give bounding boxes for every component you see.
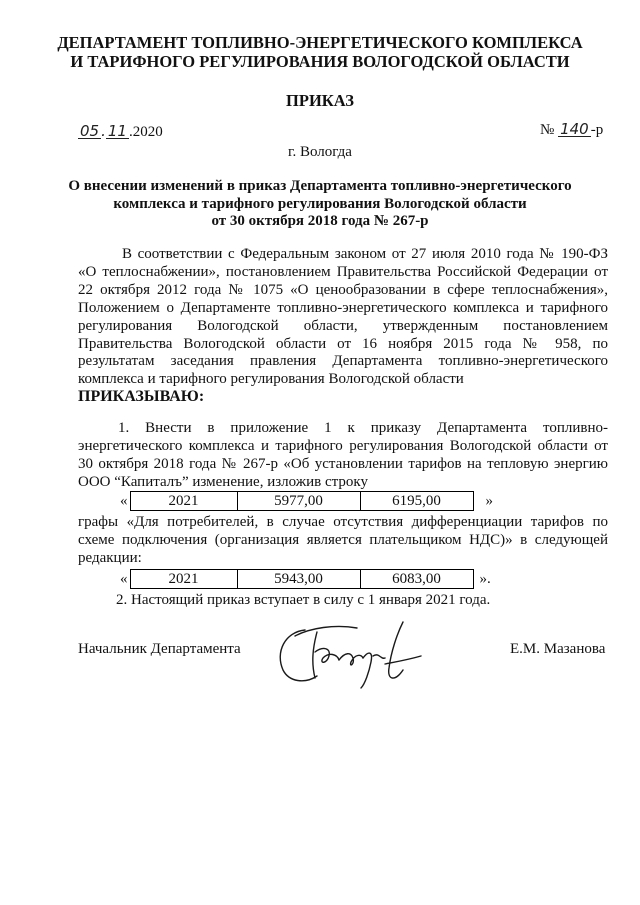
signatory-name: Е.М. Мазанова [510,641,606,657]
preamble-line-6: Правительства Вологодской области от 16 ноября 2015 года № 958, по [78,336,608,352]
number-suffix: -р [590,122,604,138]
old-row-table [130,491,474,511]
graph-line-1: графы «Для потребителей, в случае отсутствия дифференциации тарифов по [78,514,608,530]
signatory-position: Начальник Департамента [78,641,241,657]
old-row-cell-year: 2021 [130,492,237,511]
new-row-close-quote: ». [479,570,491,587]
new-row-cell-value-2: 6083,00 [360,570,473,589]
subject-line-2: комплекса и тарифного регулирования Вологодской области [113,195,527,212]
doc-number [540,122,603,139]
table-row [130,492,473,511]
item2: 2. Настоящий приказ вступает в силу с 1 января 2021 года. [116,592,491,608]
city: г. Вологда [288,144,352,160]
handwritten-signature [265,612,435,692]
new-row-table [130,569,474,589]
graph-line-2: схеме подключения (организация является плательщиком НДС)» в следующей [78,532,608,548]
preamble-line-5: регулирования Вологодской области, утвержденным постановлением [78,318,608,334]
preamble-line-7: результатам заседания правления Департамента топливно-энергетического [78,353,608,369]
date-day: 05 [80,122,100,140]
date-month: 11 [107,122,127,140]
department-header [0,33,640,71]
date-sep: . [101,122,106,140]
preamble-line-8: комплекса и тарифного регулирования Вологодской области [78,371,464,387]
old-row-cell-value-2: 6195,00 [360,492,473,511]
preamble-line-2: «О теплоснабжении», постановлением Правительства Российской Федерации от [78,264,608,280]
old-row-close-quote: » [485,492,493,509]
preamble-line-1: В соответствии с Федеральным законом от 27 июля 2010 года № 190-ФЗ [122,246,608,262]
header-line-1: ДЕПАРТАМЕНТ ТОПЛИВНО-ЭНЕРГЕТИЧЕСКОГО КОМПЛЕКСА [57,33,583,52]
table-row [130,570,473,589]
number-value: 140 [560,120,589,138]
header-line-2: И ТАРИФНОГО РЕГУЛИРОВАНИЯ ВОЛОГОДСКОЙ ОБЛАСТИ [70,52,570,71]
doc-date [78,122,163,141]
order-word: ПРИКАЗЫВАЮ: [78,388,205,405]
new-row-open-quote: « [120,570,128,587]
number-prefix: № [540,122,555,138]
new-row-cell-year: 2021 [130,570,237,589]
new-row-cell-value-1: 5943,00 [237,570,360,589]
subject-line-3: от 30 октября 2018 года № 267-р [211,213,429,229]
item1-line-1: 1. Внести в приложение 1 к приказу Департамента топливно- [118,420,608,436]
subject-line-1: О внесении изменений в приказ Департамента топливно-энергетического [68,178,572,194]
item1-line-3: 30 октября 2018 года № 267-р «Об установлении тарифов на тепловую энергию [78,456,608,472]
old-row [120,491,493,511]
subject [0,178,640,231]
preamble-line-4: Положением о Департаменте топливно-энергетического комплекса и тарифного [78,300,608,316]
date-year: .2020 [128,124,163,140]
item1-line-2: энергетического комплекса и тарифного регулирования Вологодской области от [78,438,608,454]
graph-line-3: редакции: [78,550,142,566]
doc-type: ПРИКАЗ [286,91,354,110]
item1-line-4: ООО “Капиталъ” изменение, изложив строку [78,474,368,490]
old-row-open-quote: « [120,492,128,509]
preamble-line-3: 22 октября 2012 года № 1075 «О ценообразовании в сфере теплоснабжения», [78,282,608,298]
old-row-cell-value-1: 5977,00 [237,492,360,511]
new-row [120,569,491,589]
